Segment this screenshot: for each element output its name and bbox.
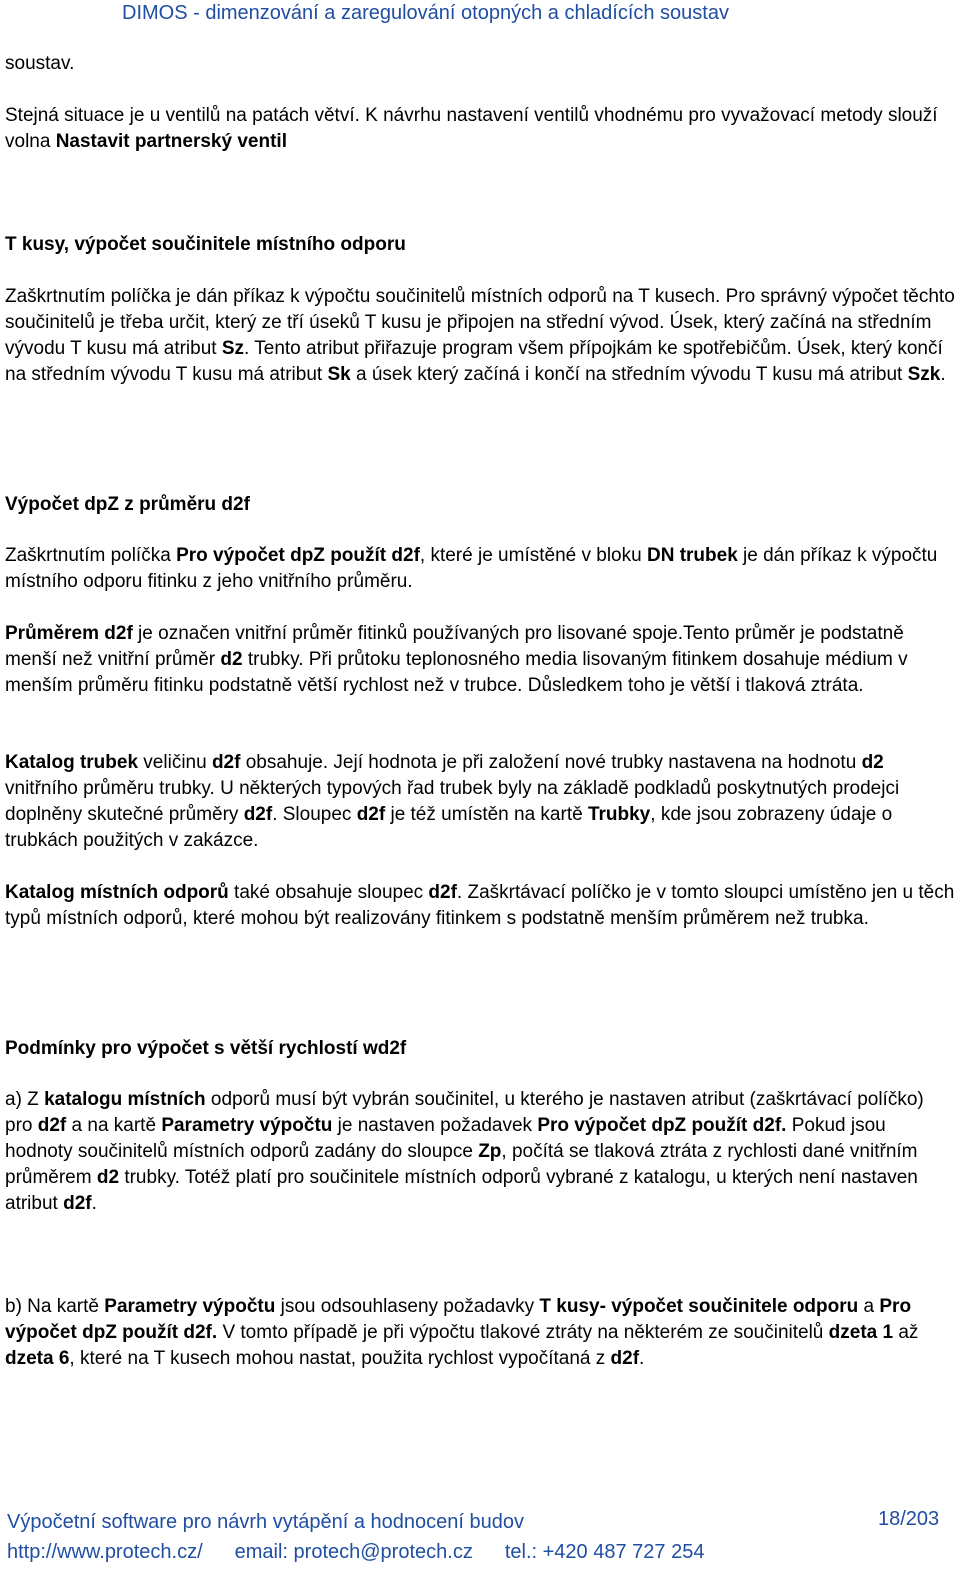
dpz-paragraph-1: Zaškrtnutím políčka Pro výpočet dpZ použít d2f, které je umístěné v bloku DN trubek je dán příkaz k výpočtu místního odporu fitinku z jeho vnitřního průměru. xyxy=(5,545,938,592)
section-heading-tkusy: T kusy, výpočet součinitele místního odporu xyxy=(5,234,406,255)
footer-title: Výpočetní software pro návrh vytápění a hodnocení budov xyxy=(7,1511,525,1533)
dpz-paragraph-3: Katalog trubek veličinu d2f obsahuje. Její hodnota je při založení nové trubky nastavena na hodnotu d2 vnitřního průměru trubky. U některých typových řad trubek byly na základě podkladů poskytnutých prodejci doplněny skutečné průměry d2f. Sloupec d2f je též umístěn na kartě Trubky, kde jsou zobrazeny údaje o trubkách použitých v zakázce. xyxy=(5,752,900,851)
footer-phone: tel.: +420 487 727 254 xyxy=(504,1541,705,1563)
partner-valve-paragraph: Stejná situace je u ventilů na patách větví. K návrhu nastavení ventilů vhodnému pro vyvažovací metody slouží volna Nastavit partnerský ventil xyxy=(5,105,938,152)
section-heading-dpz: Výpočet dpZ z průměru d2f xyxy=(5,494,250,515)
section-heading-wd2f: Podmínky pro výpočet s větší rychlostí wd2f xyxy=(5,1038,407,1059)
dpz-paragraph-4: Katalog místních odporů také obsahuje sloupec d2f. Zaškrtávací políčko je v tomto sloupci umístěno jen u těch typů místních odporů, které mohou být realizovány fitinkem s podstatně menším průměrem než trubka. xyxy=(5,882,955,929)
footer-email-link[interactable]: email: protech@protech.cz xyxy=(234,1541,473,1563)
footer-contacts xyxy=(7,1539,736,1565)
wd2f-paragraph-b: b) Na kartě Parametry výpočtu jsou odsouhlaseny požadavky T kusy- výpočet součinitele odporu a Pro výpočet dpZ použít d2f. V tomto případě je při výpočtu tlakové ztráty na některém ze součinitelů dzeta 1 až dzeta 6, které na T kusech mohou nastat, použita rychlost vypočítaná z d2f. xyxy=(5,1296,919,1369)
dpz-paragraph-2: Průměrem d2f je označen vnitřní průměr fitinků používaných pro lisované spoje.Tento průměr je podstatně menší než vnitřní průměr d2 trubky. Při průtoku teplonosného media lisovaným fitinkem dosahuje médium v menším průměru fitinku podstatně větší rychlost než v trubce. Důsledkem toho je větší i tlaková ztráta. xyxy=(5,623,908,696)
intro-fragment: soustav. xyxy=(5,53,75,74)
tkusy-paragraph: Zaškrtnutím políčka je dán příkaz k výpočtu součinitelů místních odporů na T kusech. Pro správný výpočet těchto součinitelů je třeba určit, který ze tří úseků T kusu je připojen na střední vývod. Úsek, který začíná na středním vývodu T kusu má atribut Sz. Tento atribut přiřazuje program všem přípojkám ke spotřebičům. Úsek, který končí na středním vývodu T kusu má atribut Sk a úsek který začíná i končí na středním vývodu T kusu má atribut Szk. xyxy=(5,286,955,385)
wd2f-paragraph-a: a) Z katalogu místních odporů musí být vybrán součinitel, u kterého je nastaven atribut (zaškrtávací políčko) pro d2f a na kartě Parametry výpočtu je nastaven požadavek Pro výpočet dpZ použít d2f. Pokud jsou hodnoty součinitelů místních odporů zadány do sloupce Zp, počítá se tlaková ztráta z rychlosti dané vnitřním průměrem d2 trubky. Totéž platí pro součinitele místních odporů vybrané z katalogu, u kterých není nastaven atribut d2f. xyxy=(5,1089,924,1214)
page-header-title: DIMOS - dimenzování a zaregulování otopných a chladících soustav xyxy=(122,2,729,24)
footer-url-link[interactable]: http://www.protech.cz/ xyxy=(7,1541,203,1563)
page-number: 18/203 xyxy=(878,1508,940,1530)
